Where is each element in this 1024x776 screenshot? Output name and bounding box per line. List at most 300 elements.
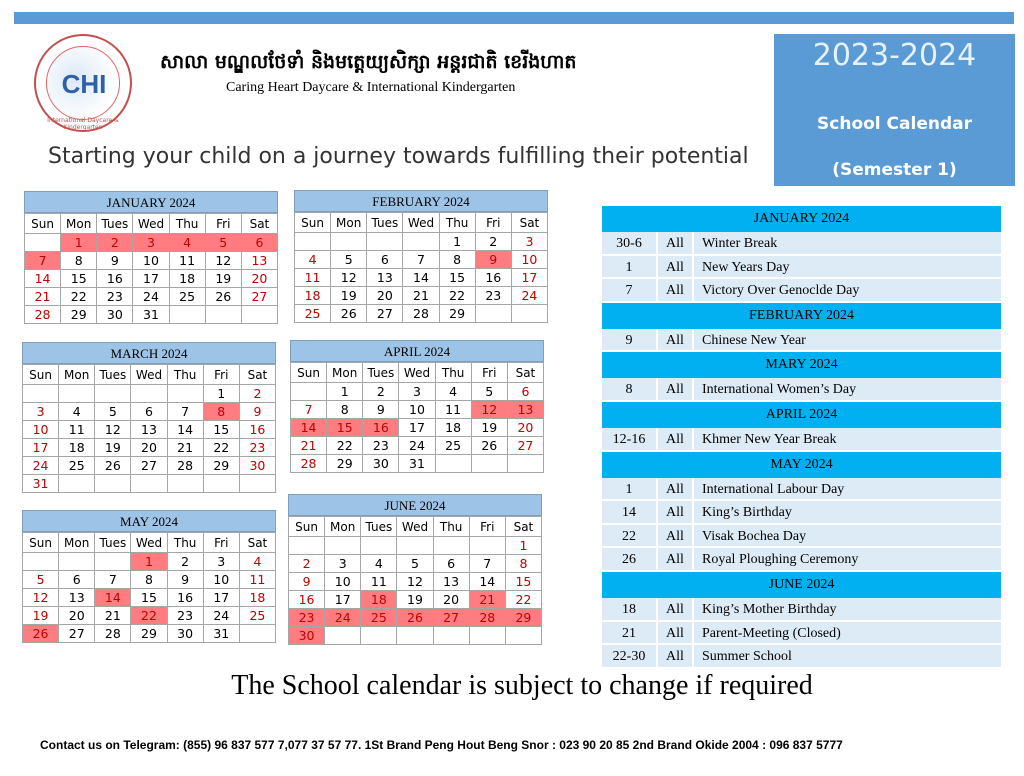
event-row [602, 622, 1001, 646]
calendar-day: 28 [167, 457, 203, 475]
calendar-week-row [291, 401, 544, 419]
calendar-week-row [291, 455, 544, 473]
calendar-day: 9 [167, 571, 203, 589]
calendar-day: 12 [331, 269, 367, 287]
weekday-label: Thu [439, 213, 475, 233]
calendar-day: 16 [97, 270, 133, 288]
weekday-label: Fri [203, 533, 239, 553]
calendar-day: 5 [397, 555, 433, 573]
event-audience: All [656, 378, 692, 400]
school-name-khmer: សាលា មណ្ឌលថែទាំ និងមត្តេយ្យសិក្សា អន្តរជាតិ ខេរីងហាត [160, 51, 577, 73]
calendar-week-row [23, 421, 276, 439]
calendar-day: 15 [439, 269, 475, 287]
calendar-day: 21 [291, 437, 327, 455]
calendar-week-row [289, 537, 542, 555]
calendar-day [331, 233, 367, 251]
calendar-day: 11 [435, 401, 471, 419]
weekday-label: Sun [289, 517, 325, 537]
weekday-label: Sat [507, 363, 543, 383]
events-month-header: MAY 2024 [602, 452, 1001, 478]
calendar-day: 14 [25, 270, 61, 288]
event-name: New Years Day [692, 256, 1001, 278]
event-audience: All [656, 279, 692, 301]
calendar-day: 10 [23, 421, 59, 439]
weekday-label: Sat [241, 214, 277, 234]
calendar-day: 13 [367, 269, 403, 287]
calendar-day: 14 [469, 573, 505, 591]
event-row [602, 256, 1001, 280]
calendar-day: 13 [241, 252, 277, 270]
calendar-day: 9 [239, 403, 275, 421]
calendar-week-row [23, 457, 276, 475]
calendar-day: 28 [25, 306, 61, 324]
calendar-day: 13 [507, 401, 543, 419]
event-row [602, 501, 1001, 525]
weekday-label: Sun [25, 214, 61, 234]
calendar-week-row [25, 306, 278, 324]
event-name: International Labour Day [692, 478, 1001, 500]
calendar-day: 14 [95, 589, 131, 607]
calendar-day: 7 [291, 401, 327, 419]
calendar-day: 17 [203, 589, 239, 607]
calendar-day: 19 [205, 270, 241, 288]
calendar-day: 1 [505, 537, 541, 555]
calendar-day: 29 [439, 305, 475, 323]
weekday-label: Sun [295, 213, 331, 233]
calendar-day: 26 [23, 625, 59, 643]
calendar-day: 21 [25, 288, 61, 306]
event-row [602, 279, 1001, 303]
calendar-day [241, 306, 277, 324]
change-notice: The School calendar is subject to change if required [231, 670, 813, 701]
weekday-label: Mon [61, 214, 97, 234]
calendar-day [361, 537, 397, 555]
calendar-month-title: JANUARY 2024 [24, 191, 278, 213]
calendar-january [24, 191, 278, 324]
calendar-week-row [291, 383, 544, 401]
calendar-week-row [23, 625, 276, 643]
calendar-day: 27 [59, 625, 95, 643]
calendar-day: 5 [205, 234, 241, 252]
event-name: Winter Break [692, 232, 1001, 254]
calendar-day: 31 [399, 455, 435, 473]
calendar-day: 26 [331, 305, 367, 323]
calendar-day: 7 [403, 251, 439, 269]
calendar-day: 10 [203, 571, 239, 589]
calendar-day: 3 [399, 383, 435, 401]
calendar-day: 27 [131, 457, 167, 475]
calendar-may [22, 510, 276, 643]
event-audience: All [656, 501, 692, 523]
event-name: Summer School [692, 645, 1001, 667]
events-month-header: APRIL 2024 [602, 402, 1001, 428]
weekday-label: Sun [291, 363, 327, 383]
calendar-day: 6 [367, 251, 403, 269]
calendar-day [59, 553, 95, 571]
events-month-header: FEBRUARY 2024 [602, 303, 1001, 329]
event-date: 1 [602, 478, 656, 500]
semester-label: (Semester 1) [832, 160, 957, 180]
top-accent-bar [14, 12, 1014, 24]
calendar-day: 6 [59, 571, 95, 589]
calendar-day [289, 537, 325, 555]
calendar-day: 24 [23, 457, 59, 475]
calendar-day: 24 [511, 287, 547, 305]
calendar-day: 24 [203, 607, 239, 625]
calendar-week-row [289, 555, 542, 573]
event-audience: All [656, 622, 692, 644]
weekday-label: Fri [203, 365, 239, 385]
weekday-label: Fri [475, 213, 511, 233]
calendar-day: 1 [131, 553, 167, 571]
calendar-day: 14 [167, 421, 203, 439]
calendar-month-title: JUNE 2024 [288, 494, 542, 516]
calendar-day [23, 553, 59, 571]
calendar-day: 8 [439, 251, 475, 269]
weekday-label: Wed [131, 365, 167, 385]
calendar-day: 31 [23, 475, 59, 493]
weekday-label: Mon [331, 213, 367, 233]
event-date: 26 [602, 548, 656, 570]
calendar-day: 6 [131, 403, 167, 421]
weekday-label: Tues [363, 363, 399, 383]
event-audience: All [656, 598, 692, 620]
calendar-day: 27 [433, 609, 469, 627]
calendar-week-row [23, 439, 276, 457]
calendar-day [511, 305, 547, 323]
calendar-day: 20 [507, 419, 543, 437]
calendar-week-row [23, 385, 276, 403]
event-date: 18 [602, 598, 656, 620]
calendar-day: 11 [295, 269, 331, 287]
calendar-day: 10 [133, 252, 169, 270]
calendar-day: 18 [59, 439, 95, 457]
event-date: 22-30 [602, 645, 656, 667]
calendar-week-row [23, 607, 276, 625]
calendar-day: 3 [325, 555, 361, 573]
event-audience: All [656, 525, 692, 547]
calendar-day [95, 475, 131, 493]
weekday-label: Mon [59, 365, 95, 385]
calendar-day [469, 537, 505, 555]
calendar-day [475, 305, 511, 323]
calendar-day: 30 [239, 457, 275, 475]
event-audience: All [656, 428, 692, 450]
calendar-day [361, 627, 397, 645]
event-row [602, 525, 1001, 549]
event-audience: All [656, 256, 692, 278]
event-date: 8 [602, 378, 656, 400]
event-name: Victory Over Genoclde Day [692, 279, 1001, 301]
academic-year: 2023-2024 [812, 38, 977, 73]
weekday-label: Wed [131, 533, 167, 553]
event-date: 12-16 [602, 428, 656, 450]
weekday-label: Fri [469, 517, 505, 537]
event-name: Khmer New Year Break [692, 428, 1001, 450]
calendar-day: 16 [167, 589, 203, 607]
calendar-day [203, 475, 239, 493]
weekday-label: Mon [59, 533, 95, 553]
event-date: 7 [602, 279, 656, 301]
event-name: Visak Bochea Day [692, 525, 1001, 547]
calendar-day: 22 [203, 439, 239, 457]
calendar-day [471, 455, 507, 473]
calendar-day: 19 [471, 419, 507, 437]
event-row [602, 548, 1001, 572]
calendar-week-row [291, 437, 544, 455]
weekday-label: Thu [167, 533, 203, 553]
calendar-day: 7 [167, 403, 203, 421]
calendar-day: 11 [59, 421, 95, 439]
calendar-week-row [291, 419, 544, 437]
calendar-day: 27 [367, 305, 403, 323]
calendar-day: 14 [291, 419, 327, 437]
calendar-day: 24 [325, 609, 361, 627]
calendar-day: 10 [399, 401, 435, 419]
calendar-day: 13 [131, 421, 167, 439]
calendar-day: 29 [505, 609, 541, 627]
calendar-day: 3 [511, 233, 547, 251]
event-date: 22 [602, 525, 656, 547]
calendar-day: 22 [61, 288, 97, 306]
weekday-label: Tues [361, 517, 397, 537]
event-date: 14 [602, 501, 656, 523]
weekday-label: Mon [327, 363, 363, 383]
school-logo [34, 34, 132, 132]
calendar-day: 17 [399, 419, 435, 437]
calendar-day: 8 [61, 252, 97, 270]
calendar-day: 8 [131, 571, 167, 589]
event-row [602, 329, 1001, 353]
calendar-day: 11 [239, 571, 275, 589]
calendar-day [507, 455, 543, 473]
calendar-day: 25 [169, 288, 205, 306]
calendar-day [167, 475, 203, 493]
calendar-day: 29 [327, 455, 363, 473]
weekday-label: Thu [433, 517, 469, 537]
weekday-label: Tues [367, 213, 403, 233]
weekday-label: Tues [95, 533, 131, 553]
calendar-day: 15 [131, 589, 167, 607]
event-date: 9 [602, 329, 656, 351]
calendar-day: 2 [363, 383, 399, 401]
event-row [602, 478, 1001, 502]
calendar-day: 30 [97, 306, 133, 324]
event-date: 21 [602, 622, 656, 644]
calendar-day: 21 [95, 607, 131, 625]
calendar-april [290, 340, 544, 473]
calendar-day [435, 455, 471, 473]
calendar-day: 9 [475, 251, 511, 269]
weekday-label: Wed [397, 517, 433, 537]
event-name: Chinese New Year [692, 329, 1001, 351]
calendar-day: 12 [205, 252, 241, 270]
calendar-day: 12 [95, 421, 131, 439]
weekday-label: Sat [239, 533, 275, 553]
calendar-day: 23 [97, 288, 133, 306]
calendar-day: 20 [367, 287, 403, 305]
weekday-label: Fri [205, 214, 241, 234]
calendar-day: 23 [475, 287, 511, 305]
calendar-week-row [23, 403, 276, 421]
calendar-day: 22 [505, 591, 541, 609]
calendar-day: 15 [203, 421, 239, 439]
calendar-day [325, 627, 361, 645]
calendar-day: 25 [295, 305, 331, 323]
calendar-day [469, 627, 505, 645]
calendar-day [169, 306, 205, 324]
calendar-day: 2 [167, 553, 203, 571]
calendar-day: 10 [325, 573, 361, 591]
weekday-label: Wed [399, 363, 435, 383]
calendar-day: 26 [95, 457, 131, 475]
calendar-day: 13 [433, 573, 469, 591]
calendar-day [433, 627, 469, 645]
calendar-day: 23 [167, 607, 203, 625]
weekday-label: Sun [23, 365, 59, 385]
calendar-day: 15 [327, 419, 363, 437]
calendar-week-row [295, 251, 548, 269]
calendar-day: 3 [23, 403, 59, 421]
calendar-day: 9 [363, 401, 399, 419]
calendar-day: 20 [131, 439, 167, 457]
calendar-day: 17 [23, 439, 59, 457]
calendar-day: 2 [97, 234, 133, 252]
weekday-label: Mon [325, 517, 361, 537]
calendar-february [294, 190, 548, 323]
calendar-day [205, 306, 241, 324]
calendar-june [288, 494, 542, 645]
calendar-week-row [23, 553, 276, 571]
calendar-day [131, 475, 167, 493]
calendar-day [131, 385, 167, 403]
calendar-day: 29 [203, 457, 239, 475]
calendar-day: 22 [131, 607, 167, 625]
calendar-day: 26 [397, 609, 433, 627]
calendar-day: 6 [241, 234, 277, 252]
calendar-day: 1 [327, 383, 363, 401]
event-audience: All [656, 232, 692, 254]
calendar-week-row [25, 270, 278, 288]
calendar-day [367, 233, 403, 251]
event-row [602, 428, 1001, 452]
calendar-day: 2 [289, 555, 325, 573]
calendar-day: 31 [133, 306, 169, 324]
weekday-label: Sat [511, 213, 547, 233]
weekday-label: Sat [505, 517, 541, 537]
calendar-week-row [295, 305, 548, 323]
calendar-day: 11 [169, 252, 205, 270]
calendar-day: 2 [239, 385, 275, 403]
calendar-day: 23 [289, 609, 325, 627]
calendar-week-row [295, 287, 548, 305]
calendar-day: 17 [511, 269, 547, 287]
events-month-header: MARY 2024 [602, 352, 1001, 378]
calendar-day: 18 [435, 419, 471, 437]
calendar-day: 4 [435, 383, 471, 401]
calendar-day: 4 [59, 403, 95, 421]
calendar-day: 21 [167, 439, 203, 457]
weekday-label: Sun [23, 533, 59, 553]
events-month-header: JANUARY 2024 [602, 206, 1001, 232]
calendar-day [59, 475, 95, 493]
calendar-day [291, 383, 327, 401]
event-row [602, 232, 1001, 256]
weekday-label: Thu [169, 214, 205, 234]
calendar-day: 28 [403, 305, 439, 323]
calendar-day: 31 [203, 625, 239, 643]
calendar-day: 25 [435, 437, 471, 455]
calendar-day: 24 [133, 288, 169, 306]
calendar-day: 3 [203, 553, 239, 571]
calendar-month-title: MAY 2024 [22, 510, 276, 532]
calendar-day: 10 [511, 251, 547, 269]
events-table [602, 206, 1001, 669]
calendar-march [22, 342, 276, 493]
calendar-week-row [289, 627, 542, 645]
weekday-label: Tues [95, 365, 131, 385]
calendar-day: 25 [361, 609, 397, 627]
calendar-day: 25 [59, 457, 95, 475]
calendar-day: 16 [239, 421, 275, 439]
event-row [602, 645, 1001, 669]
calendar-day: 4 [295, 251, 331, 269]
calendar-day: 18 [169, 270, 205, 288]
events-month-header: JUNE 2024 [602, 572, 1001, 598]
event-name: International Women’s Day [692, 378, 1001, 400]
calendar-day [59, 385, 95, 403]
calendar-week-row [289, 573, 542, 591]
calendar-day: 20 [59, 607, 95, 625]
calendar-week-row [289, 609, 542, 627]
calendar-week-row [25, 252, 278, 270]
event-name: Parent-Meeting (Closed) [692, 622, 1001, 644]
calendar-day: 8 [505, 555, 541, 573]
calendar-day: 12 [471, 401, 507, 419]
calendar-day [397, 627, 433, 645]
calendar-day [505, 627, 541, 645]
calendar-day: 27 [241, 288, 277, 306]
calendar-day: 18 [361, 591, 397, 609]
calendar-day: 29 [61, 306, 97, 324]
calendar-day [433, 537, 469, 555]
calendar-day: 8 [203, 403, 239, 421]
calendar-day: 28 [95, 625, 131, 643]
calendar-day: 4 [361, 555, 397, 573]
contact-info: Contact us on Telegram: (855) 96 837 577 7,077 37 57 77. 1St Brand Peng Hout Beng Snor : 023 90 20 85 2nd Brand Okide 2004 : 096 837 5777 [40, 738, 843, 752]
calendar-week-row [25, 288, 278, 306]
calendar-day: 5 [23, 571, 59, 589]
calendar-day: 21 [469, 591, 505, 609]
event-name: King’s Mother Birthday [692, 598, 1001, 620]
calendar-day [95, 385, 131, 403]
weekday-label: Sat [239, 365, 275, 385]
calendar-day: 23 [363, 437, 399, 455]
calendar-day: 5 [471, 383, 507, 401]
calendar-day: 22 [327, 437, 363, 455]
calendar-day: 2 [475, 233, 511, 251]
calendar-day: 16 [475, 269, 511, 287]
calendar-day: 5 [95, 403, 131, 421]
calendar-day: 1 [61, 234, 97, 252]
calendar-day: 25 [239, 607, 275, 625]
calendar-day [25, 234, 61, 252]
calendar-day: 1 [439, 233, 475, 251]
event-date: 30-6 [602, 232, 656, 254]
event-audience: All [656, 548, 692, 570]
calendar-day: 24 [399, 437, 435, 455]
calendar-day: 20 [433, 591, 469, 609]
